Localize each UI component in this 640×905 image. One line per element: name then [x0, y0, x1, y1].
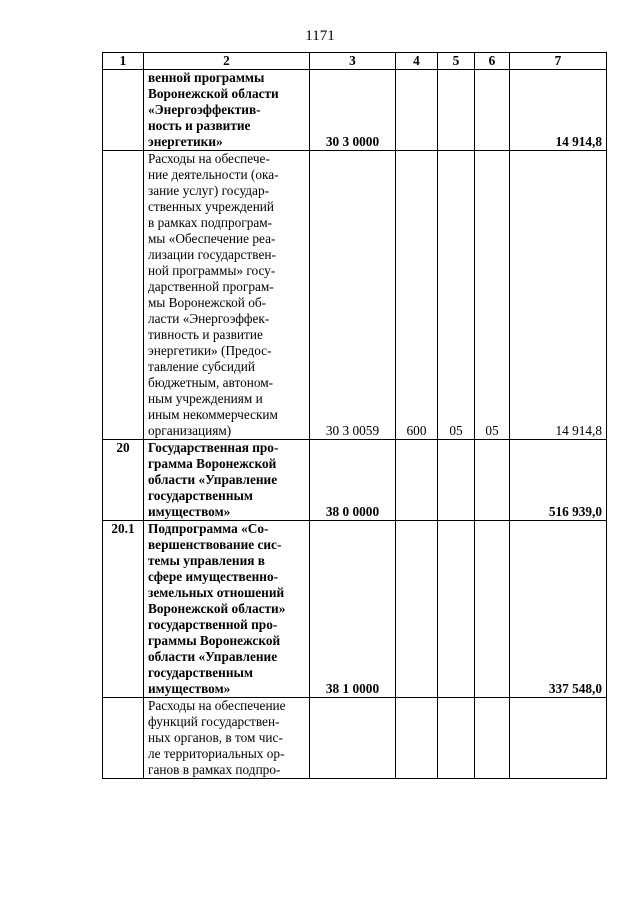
header-cell-7: 7: [510, 53, 607, 70]
table-row: [103, 70, 607, 151]
row-rz: [438, 698, 475, 779]
row-rz: 05: [438, 151, 475, 440]
row-vr: [396, 440, 438, 521]
row-rz: [438, 521, 475, 698]
page-number: 1171: [305, 28, 335, 44]
row-number: 20.1: [103, 521, 144, 698]
row-number: [103, 70, 144, 151]
header-cell-3: 3: [310, 53, 396, 70]
row-pr: [475, 698, 510, 779]
row-pr: [475, 70, 510, 151]
row-name: Подпрограмма «Со- вершенствование сис- темы управления в сфере имущественно- земельных отношений Воронежской области» государственной про- граммы Воронежской области «Управление государственным имуществом»: [144, 521, 310, 698]
header-row: [103, 53, 607, 70]
row-vr: [396, 698, 438, 779]
row-sum: 337 548,0: [510, 521, 607, 698]
table-row: [103, 440, 607, 521]
row-pr: [475, 440, 510, 521]
row-number: 20: [103, 440, 144, 521]
table-row: [103, 151, 607, 440]
row-name: Расходы на обеспечение функций государствен- ных органов, в том чис- ле территориальных ор- ганов в рамках подпро-: [144, 698, 310, 779]
row-pr: 05: [475, 151, 510, 440]
row-rz: [438, 70, 475, 151]
row-sum: 14 914,8: [510, 70, 607, 151]
header-cell-2: 2: [144, 53, 310, 70]
row-code: 38 0 0000: [310, 440, 396, 521]
row-vr: [396, 70, 438, 151]
header-cell-1: 1: [103, 53, 144, 70]
row-number: [103, 698, 144, 779]
row-vr: [396, 521, 438, 698]
row-rz: [438, 440, 475, 521]
row-name: Расходы на обеспече- ние деятельности (ока- зание услуг) государ- ственных учреждений в рамках подпрограм- мы «Обеспечение реа- лизации государствен- ной программы» госу- дарственной програм- мы Воронежской об- ласти «Энергоэффек- тивность и развитие энергетики» (Предос- тавление субсидий бюджетным, автоном- ным учреждениям и иным некоммерческим организациям): [144, 151, 310, 440]
header-cell-4: 4: [396, 53, 438, 70]
budget-table: [102, 52, 607, 779]
row-sum: 516 939,0: [510, 440, 607, 521]
header-cell-6: 6: [475, 53, 510, 70]
row-name: Государственная про- грамма Воронежской области «Управление государственным имуществом»: [144, 440, 310, 521]
row-sum: 14 914,8: [510, 151, 607, 440]
row-number: [103, 151, 144, 440]
row-code: 30 3 0000: [310, 70, 396, 151]
table-row: [103, 698, 607, 779]
row-pr: [475, 521, 510, 698]
row-code: [310, 698, 396, 779]
row-sum: [510, 698, 607, 779]
row-code: 30 3 0059: [310, 151, 396, 440]
header-cell-5: 5: [438, 53, 475, 70]
table-row: [103, 521, 607, 698]
row-name: венной программы Воронежской области «Энергоэффектив- ность и развитие энергетики»: [144, 70, 310, 151]
row-code: 38 1 0000: [310, 521, 396, 698]
row-vr: 600: [396, 151, 438, 440]
